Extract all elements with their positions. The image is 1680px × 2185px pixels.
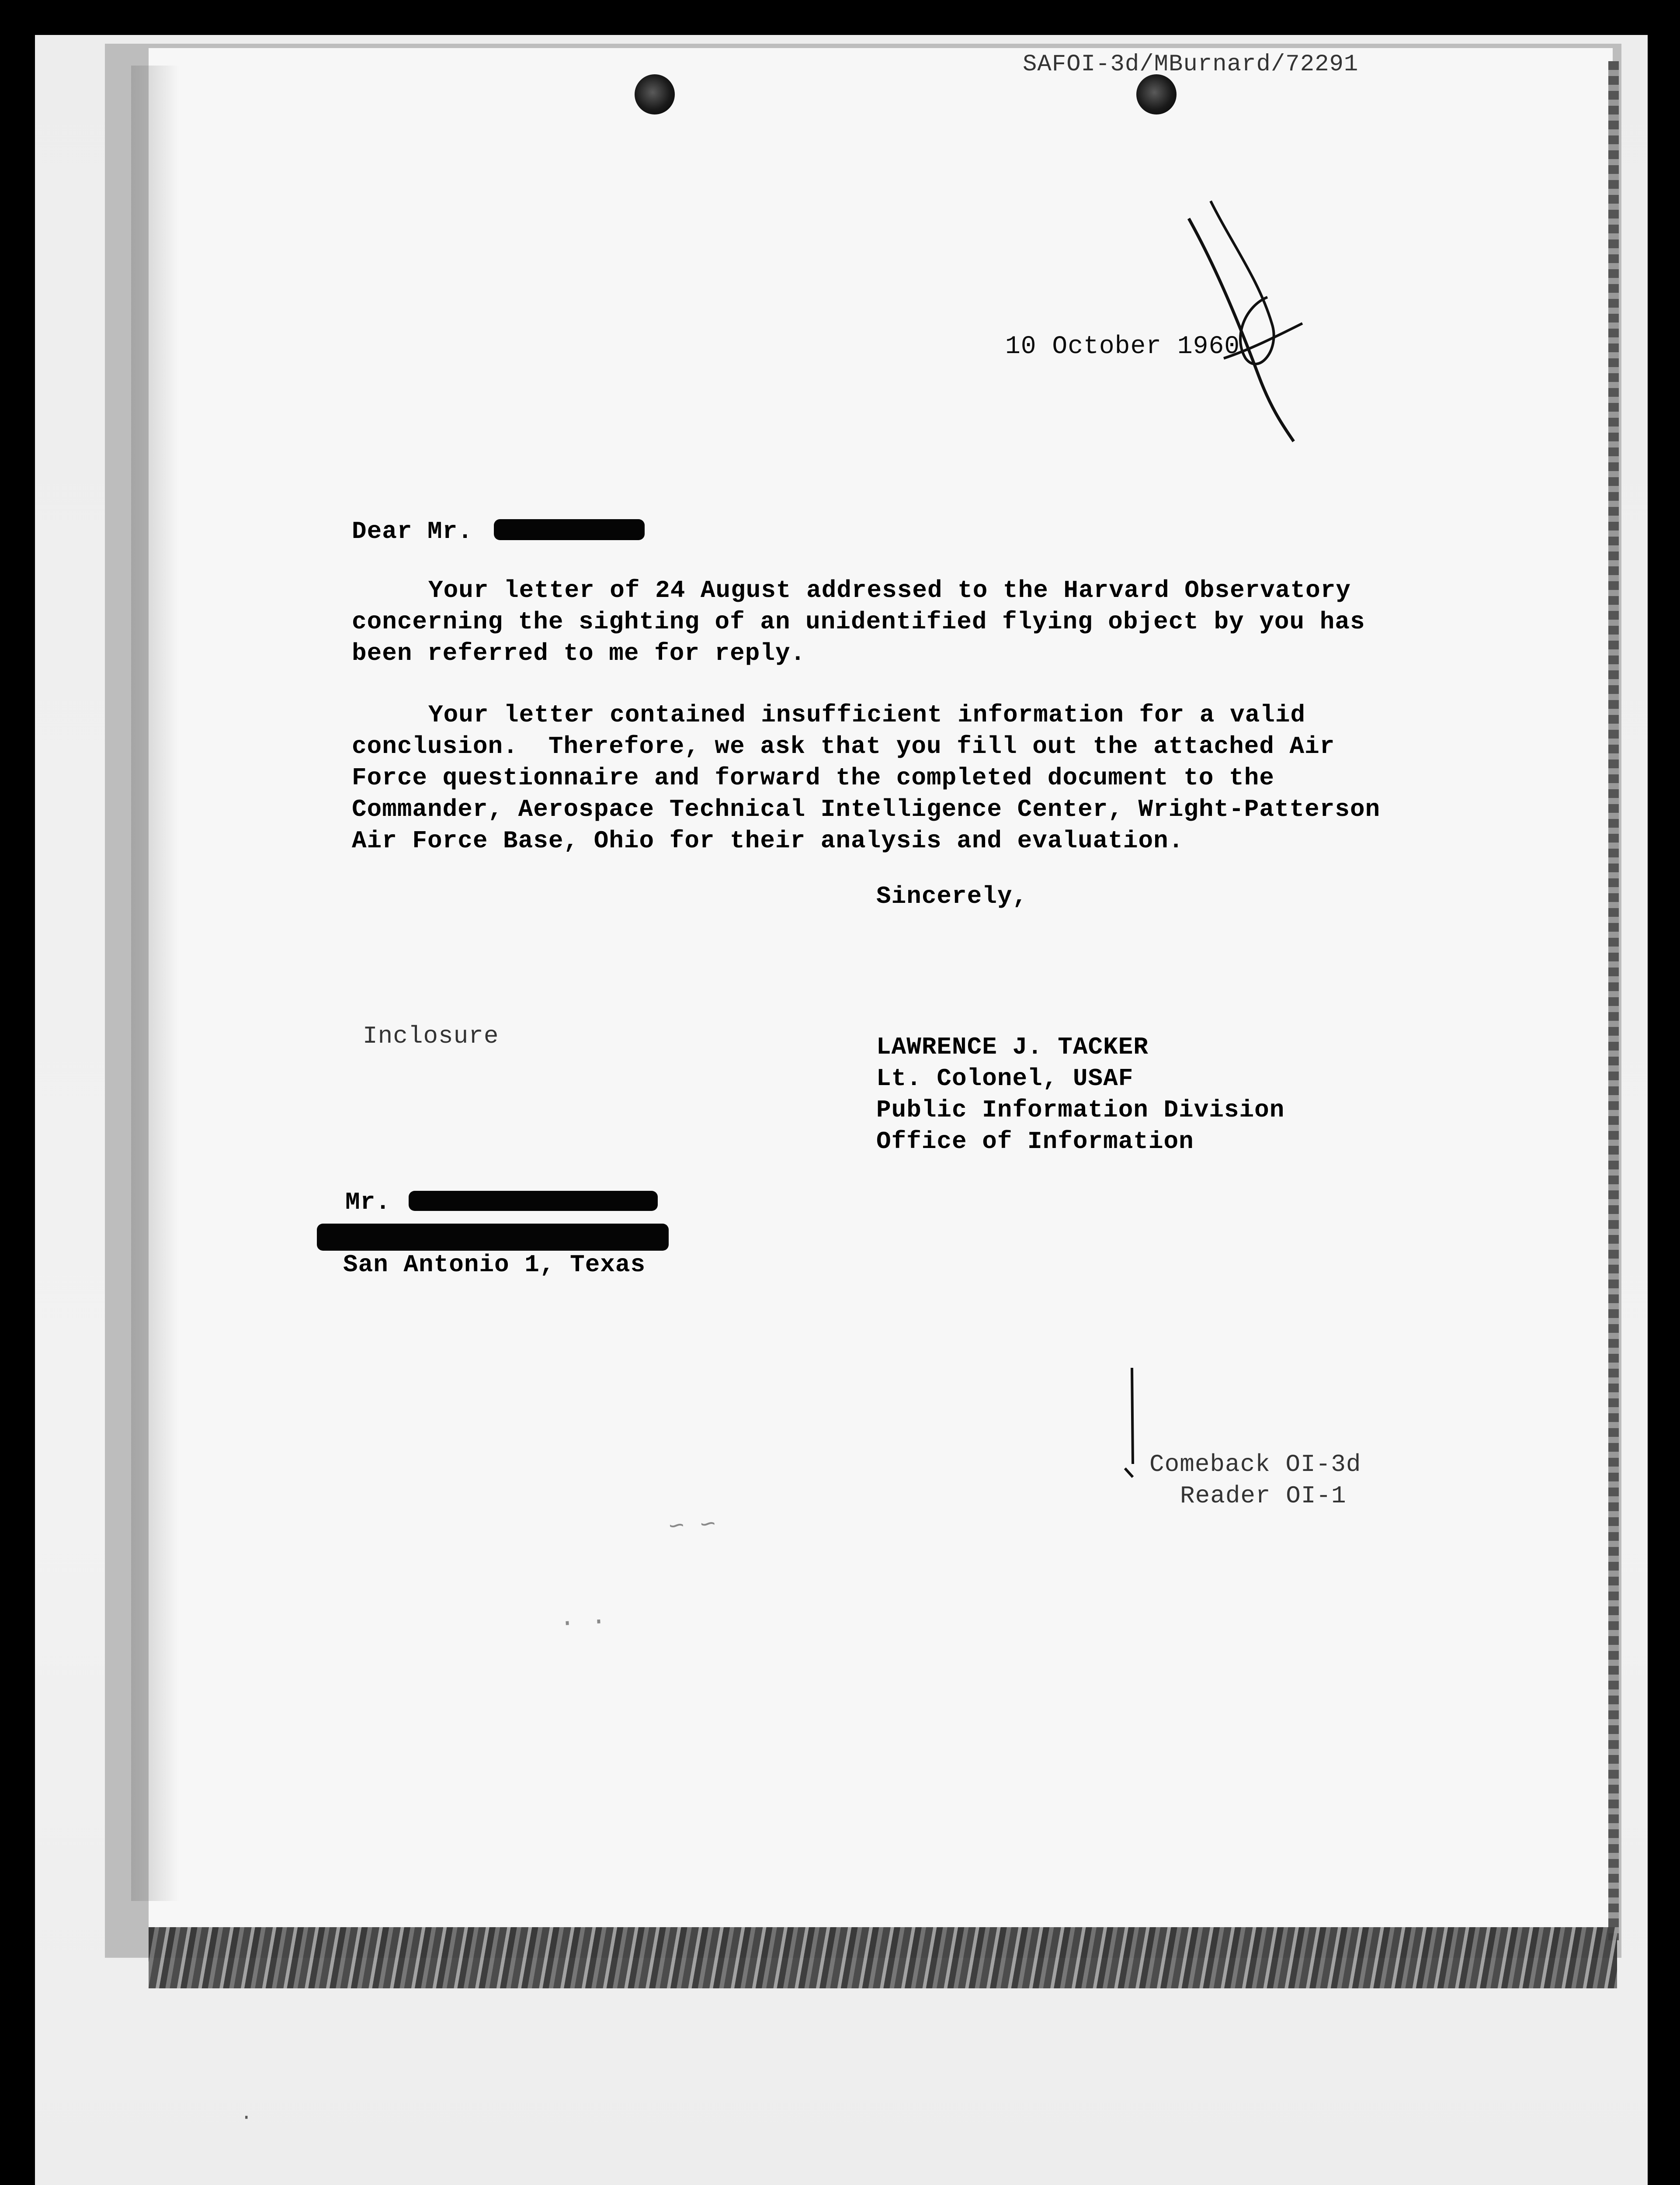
addressee-city: San Antonio 1, Texas [343, 1251, 646, 1279]
body-line: been referred to me for reply. [352, 639, 806, 667]
body-line: conclusion. Therefore, we ask that you fill out the attached Air [352, 732, 1335, 760]
body-line: Commander, Aerospace Technical Intelligence Center, Wright-Patterson [352, 795, 1381, 823]
body-line: Force questionnaire and forward the completed document to the [352, 764, 1274, 792]
bleed-through-mark: ~ ~ [668, 1511, 717, 1543]
redaction-recipient-name [494, 519, 645, 540]
file-reference: SAFOI-3d/MBurnard/72291 [1023, 51, 1359, 78]
routing-reader: Reader OI-1 [1180, 1482, 1347, 1510]
closing: Sincerely, [876, 882, 1028, 910]
addressee-prefix: Mr. [345, 1188, 391, 1216]
signature-division: Public Information Division [876, 1096, 1285, 1124]
body-line: Your letter contained insufficient information for a valid [428, 701, 1306, 729]
redaction-addressee-name [409, 1191, 658, 1211]
page-right-edge [1608, 61, 1619, 1940]
signature-name: LAWRENCE J. TACKER [876, 1033, 1149, 1061]
punch-hole-left [635, 74, 675, 114]
page-bottom-edge [149, 1927, 1617, 1988]
body-line: Air Force Base, Ohio for their analysis and evaluation. [352, 827, 1184, 855]
salutation: Dear Mr. [352, 517, 473, 545]
signature-rank: Lt. Colonel, USAF [876, 1065, 1134, 1092]
routing-comeback: Comeback OI-3d [1149, 1450, 1361, 1478]
check-mark [1119, 1368, 1145, 1481]
signature-office: Office of Information [876, 1127, 1194, 1155]
dust-mark: · [240, 2106, 253, 2129]
redaction-street-address [317, 1224, 669, 1251]
page-scuff [131, 66, 179, 1901]
body-line: Your letter of 24 August addressed to the Harvard Observatory [428, 576, 1351, 604]
body-line: concerning the sighting of an unidentified flying object by you has [352, 608, 1365, 636]
initials-mark [1171, 192, 1311, 446]
letter-page [149, 48, 1613, 1927]
bleed-through-mark: · · [559, 1607, 607, 1639]
enclosure-note: Inclosure [363, 1022, 499, 1050]
letter-date: 10 October 1960 [1005, 333, 1240, 361]
